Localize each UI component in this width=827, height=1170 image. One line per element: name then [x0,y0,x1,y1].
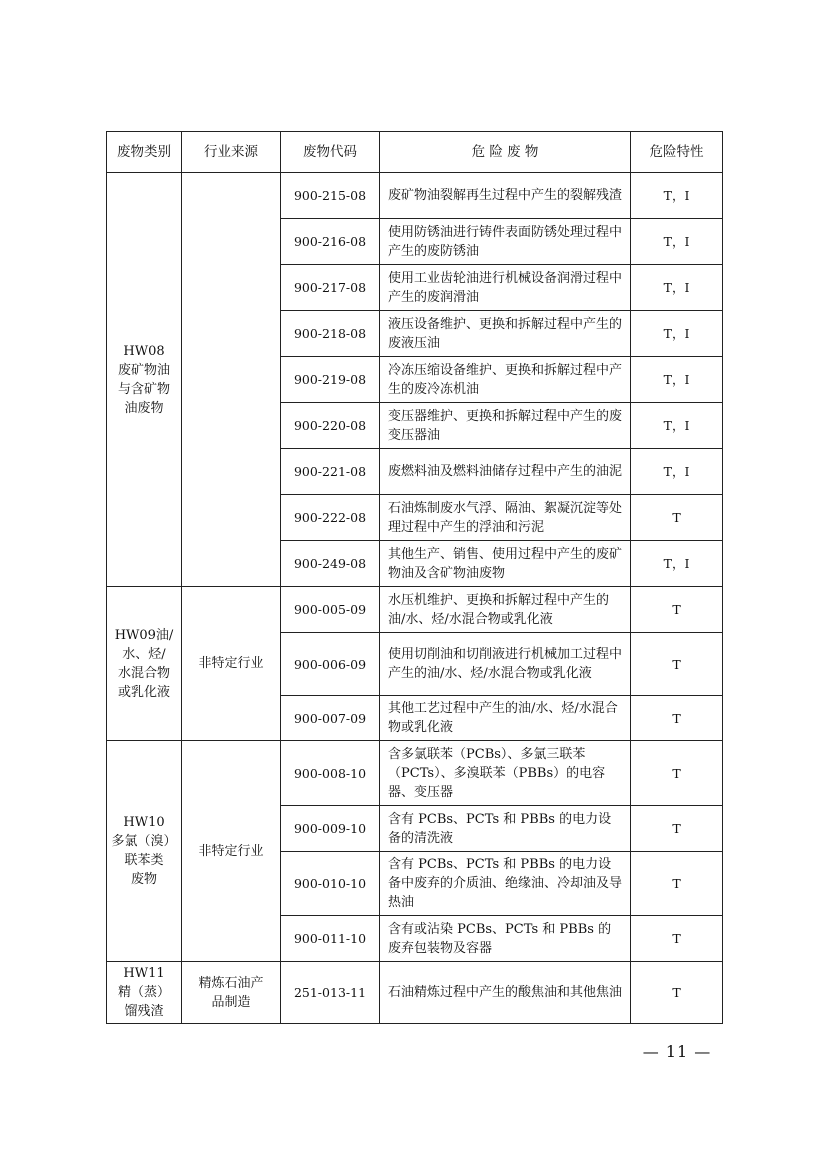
hazard-characteristic: T [631,495,723,541]
hazard-characteristic: T，I [631,311,723,357]
waste-code: 900-221-08 [281,449,380,495]
waste-code: 900-007-09 [281,696,380,741]
category-cell-hw08 [107,173,182,587]
waste-code: 900-218-08 [281,311,380,357]
waste-description: 其他生产、销售、使用过程中产生的废矿物油及含矿物油废物 [380,541,631,587]
waste-code: 900-005-09 [281,587,380,633]
hazard-characteristic: T，I [631,357,723,403]
hazard-characteristic: T [631,696,723,741]
category-label: HW08 废矿物油 与含矿物 油废物 [117,343,170,416]
hazard-characteristic: T [631,916,723,962]
hazard-characteristic: T [631,852,723,916]
waste-code: 900-222-08 [281,495,380,541]
waste-code: 900-010-10 [281,852,380,916]
table-header-row [107,132,723,173]
waste-description: 使用防锈油进行铸件表面防锈处理过程中产生的废防锈油 [380,219,631,265]
hazard-characteristic: T，I [631,449,723,495]
header-category: 废物类别 [107,132,182,173]
hazard-characteristic: T [631,633,723,696]
waste-code: 900-006-09 [281,633,380,696]
waste-description: 使用工业齿轮油进行机械设备润滑过程中产生的废润滑油 [380,265,631,311]
category-cell-hw11 [107,962,182,1024]
header-waste: 危 险 废 物 [380,132,631,173]
waste-description: 含有 PCBs、PCTs 和 PBBs 的电力设备中废弃的介质油、绝缘油、冷却油及导热油 [380,852,631,916]
waste-code: 900-249-08 [281,541,380,587]
hazardous-waste-table [106,131,723,1024]
waste-description: 石油炼制废水气浮、隔油、絮凝沉淀等处理过程中产生的浮油和污泥 [380,495,631,541]
hazard-characteristic: T，I [631,403,723,449]
waste-code: 900-217-08 [281,265,380,311]
waste-description: 废燃料油及燃料油储存过程中产生的油泥 [380,449,631,495]
hazard-characteristic: T，I [631,173,723,219]
waste-code: 900-011-10 [281,916,380,962]
waste-description: 冷冻压缩设备维护、更换和拆解过程中产生的废冷冻机油 [380,357,631,403]
waste-code: 900-216-08 [281,219,380,265]
source-cell-hw08 [182,173,281,587]
category-label: HW11 精（蒸） 馏残渣 [117,966,170,1019]
source-cell-hw09: 非特定行业 [182,587,281,741]
category-cell-hw10 [107,741,182,962]
waste-description: 废矿物油裂解再生过程中产生的裂解残渣 [380,173,631,219]
waste-description: 含有 PCBs、PCTs 和 PBBs 的电力设备的清洗液 [380,806,631,852]
waste-description: 变压器维护、更换和拆解过程中产生的废变压器油 [380,403,631,449]
header-source: 行业来源 [182,132,281,173]
waste-description: 石油精炼过程中产生的酸焦油和其他焦油 [380,962,631,1024]
waste-description: 含有或沾染 PCBs、PCTs 和 PBBs 的废弃包装物及容器 [380,916,631,962]
hazard-characteristic: T [631,741,723,806]
category-cell-hw09 [107,587,182,741]
waste-code: 900-008-10 [281,741,380,806]
hazard-characteristic: T [631,962,723,1024]
waste-description: 液压设备维护、更换和拆解过程中产生的废液压油 [380,311,631,357]
header-code: 废物代码 [281,132,380,173]
hazard-characteristic: T [631,587,723,633]
waste-description: 水压机维护、更换和拆解过程中产生的油/水、烃/水混合物或乳化液 [380,587,631,633]
hazard-characteristic: T，I [631,219,723,265]
waste-code: 251-013-11 [281,962,380,1024]
hazard-characteristic: T [631,806,723,852]
hazard-characteristic: T，I [631,265,723,311]
waste-code: 900-009-10 [281,806,380,852]
table-row [107,587,723,633]
category-label: HW09油/ 水、烃/ 水混合物 或乳化液 [114,627,174,700]
waste-description: 其他工艺过程中产生的油/水、烃/水混合物或乳化液 [380,696,631,741]
waste-code: 900-220-08 [281,403,380,449]
page-number: — 11 — [642,1042,712,1061]
source-cell-hw10: 非特定行业 [182,741,281,962]
waste-code: 900-219-08 [281,357,380,403]
header-hazard: 危险特性 [631,132,723,173]
table-row [107,741,723,806]
source-cell-hw11 [182,962,281,1024]
waste-description: 使用切削油和切削液进行机械加工过程中产生的油/水、烃/水混合物或乳化液 [380,633,631,696]
waste-description: 含多氯联苯（PCBs）、多氯三联苯（PCTs）、多溴联苯（PBBs）的电容器、变压器 [380,741,631,806]
category-label: HW10 多氯（溴） 联苯类 废物 [111,815,177,887]
waste-code: 900-215-08 [281,173,380,219]
source-label: 精炼石油产 品制造 [198,975,264,1010]
hazard-characteristic: T，I [631,541,723,587]
table-row [107,962,723,1024]
table-row [107,173,723,219]
